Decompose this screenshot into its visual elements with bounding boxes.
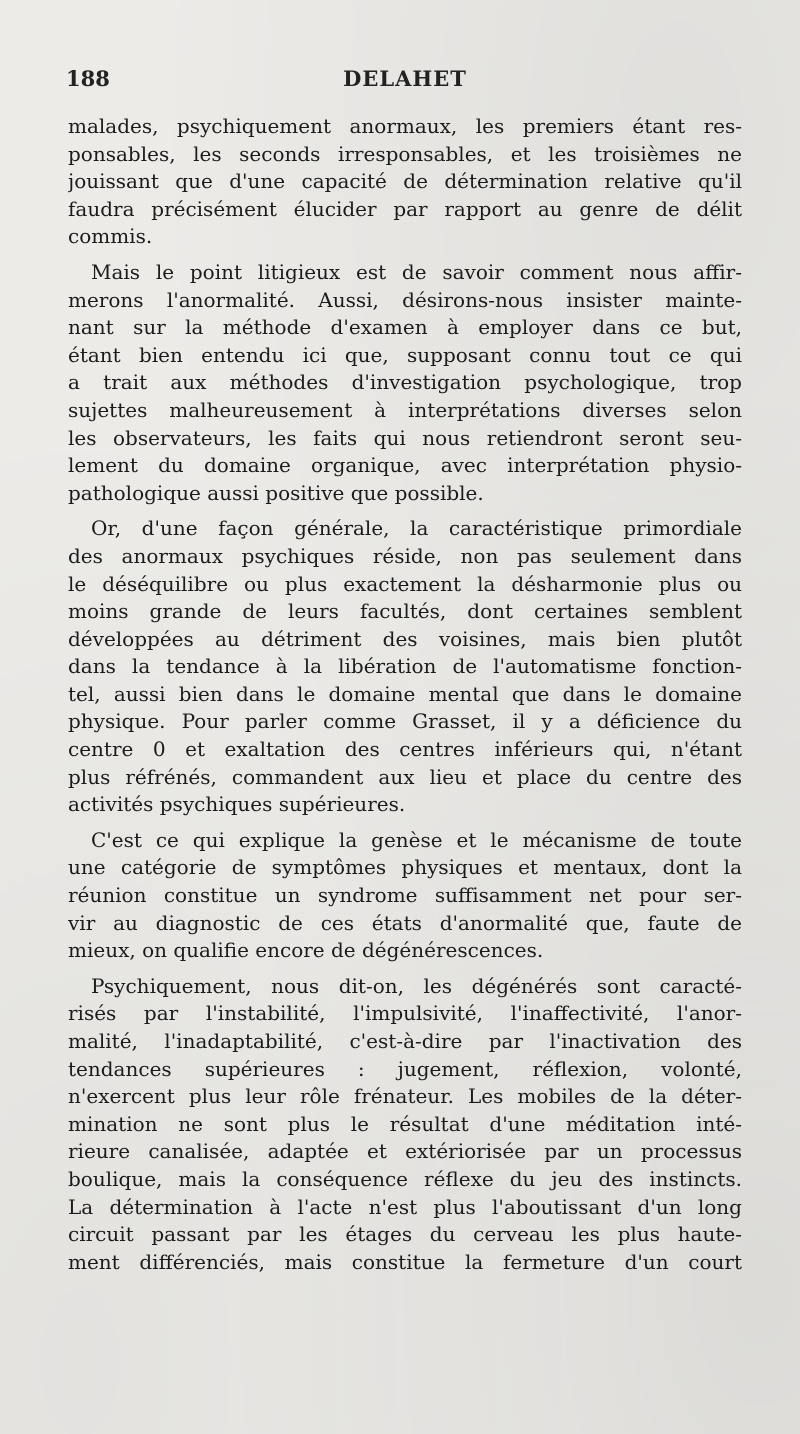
text-line: commis. xyxy=(68,224,153,249)
paragraph-1 xyxy=(68,113,742,251)
text-line: réunion constitue un syndrome suffisamment net pour ser- xyxy=(68,883,742,908)
text-line: malité, l'inadaptabilité, c'est-à-dire par l'inactivation des xyxy=(68,1029,742,1053)
text-line: malades, psychiquement anormaux, les premiers étant res- xyxy=(68,114,742,138)
text-line: merons l'anormalité. Aussi, désirons-nous insister mainte- xyxy=(68,287,742,312)
text-line: étant bien entendu ici que, supposant connu tout ce qui xyxy=(68,342,742,367)
text-line: boulique, mais la conséquence réflexe du jeu des instincts. xyxy=(68,1166,742,1191)
paragraph-3 xyxy=(68,515,742,819)
text-line: Or, d'une façon générale, la caractéristique primordiale xyxy=(91,516,742,541)
text-line: des anormaux psychiques réside, non pas seulement dans xyxy=(68,543,742,568)
paragraph-4 xyxy=(68,827,742,965)
text-line: centre 0 et exaltation des centres inférieurs qui, n'étant xyxy=(68,737,742,762)
text-line: ponsables, les seconds irresponsables, et les troisièmes ne xyxy=(68,141,742,166)
text-line: moins grande de leurs facultés, dont certaines semblent xyxy=(68,599,742,624)
text-line: faudra précisément élucider par rapport au genre de délit xyxy=(68,196,742,221)
text-line: mieux, on qualifie encore de dégénérescences. xyxy=(68,938,544,963)
text-line: Mais le point litigieux est de savoir comment nous affir- xyxy=(91,259,742,284)
text-line: les observateurs, les faits qui nous retiendront seront seu- xyxy=(68,425,742,450)
text-line: a trait aux méthodes d'investigation psychologique, trop xyxy=(68,370,742,395)
text-line: développées au détriment des voisines, mais bien plutôt xyxy=(68,626,742,651)
running-head: DELAHET xyxy=(343,66,467,91)
text-line: circuit passant par les étages du cerveau les plus haute- xyxy=(68,1222,742,1247)
text-line: n'exercent plus leur rôle frénateur. Les mobiles de la déter- xyxy=(68,1084,742,1109)
text-line: La détermination à l'acte n'est plus l'aboutissant d'un long xyxy=(68,1194,742,1219)
text-line: ment différenciés, mais constitue la fermeture d'un court xyxy=(68,1249,742,1274)
page-number: 188 xyxy=(66,66,110,91)
text-line: plus réfrénés, commandent aux lieu et place du centre des xyxy=(68,764,742,789)
text-line: tel, aussi bien dans le domaine mental que dans le domaine xyxy=(68,681,742,706)
paragraph-5 xyxy=(68,973,742,1277)
text-line: physique. Pour parler comme Grasset, il y a déficience du xyxy=(68,709,742,734)
text-line: tendances supérieures : jugement, réflexion, volonté, xyxy=(68,1056,742,1081)
text-line: une catégorie de symptômes physiques et mentaux, dont la xyxy=(68,855,742,880)
text-line: sujettes malheureusement à interprétations diverses selon xyxy=(68,397,742,422)
text-line: dans la tendance à la libération de l'automatisme fonction- xyxy=(68,654,742,679)
text-line: Psychiquement, nous dit-on, les dégénérés sont caracté- xyxy=(91,973,742,998)
text-line: risés par l'instabilité, l'impulsivité, l'inaffectivité, l'anor- xyxy=(68,1001,742,1026)
text-line: jouissant que d'une capacité de détermination relative qu'il xyxy=(68,169,742,194)
text-line: lement du domaine organique, avec interprétation physio- xyxy=(68,453,742,478)
text-line: vir au diagnostic de ces états d'anormalité que, faute de xyxy=(68,910,742,935)
text-line: le déséquilibre ou plus exactement la désharmonie plus ou xyxy=(68,571,742,596)
page-header xyxy=(66,66,744,102)
text-line: activités psychiques supérieures. xyxy=(68,792,406,817)
body-text xyxy=(68,113,742,1276)
text-line: mination ne sont plus le résultat d'une méditation inté- xyxy=(68,1111,742,1136)
text-line: C'est ce qui explique la genèse et le mécanisme de toute xyxy=(91,827,742,852)
text-line: pathologique aussi positive que possible. xyxy=(68,480,484,505)
text-line: nant sur la méthode d'examen à employer dans ce but, xyxy=(68,315,742,340)
paragraph-2 xyxy=(68,259,742,507)
text-line: rieure canalisée, adaptée et extériorisée par un processus xyxy=(68,1139,742,1164)
